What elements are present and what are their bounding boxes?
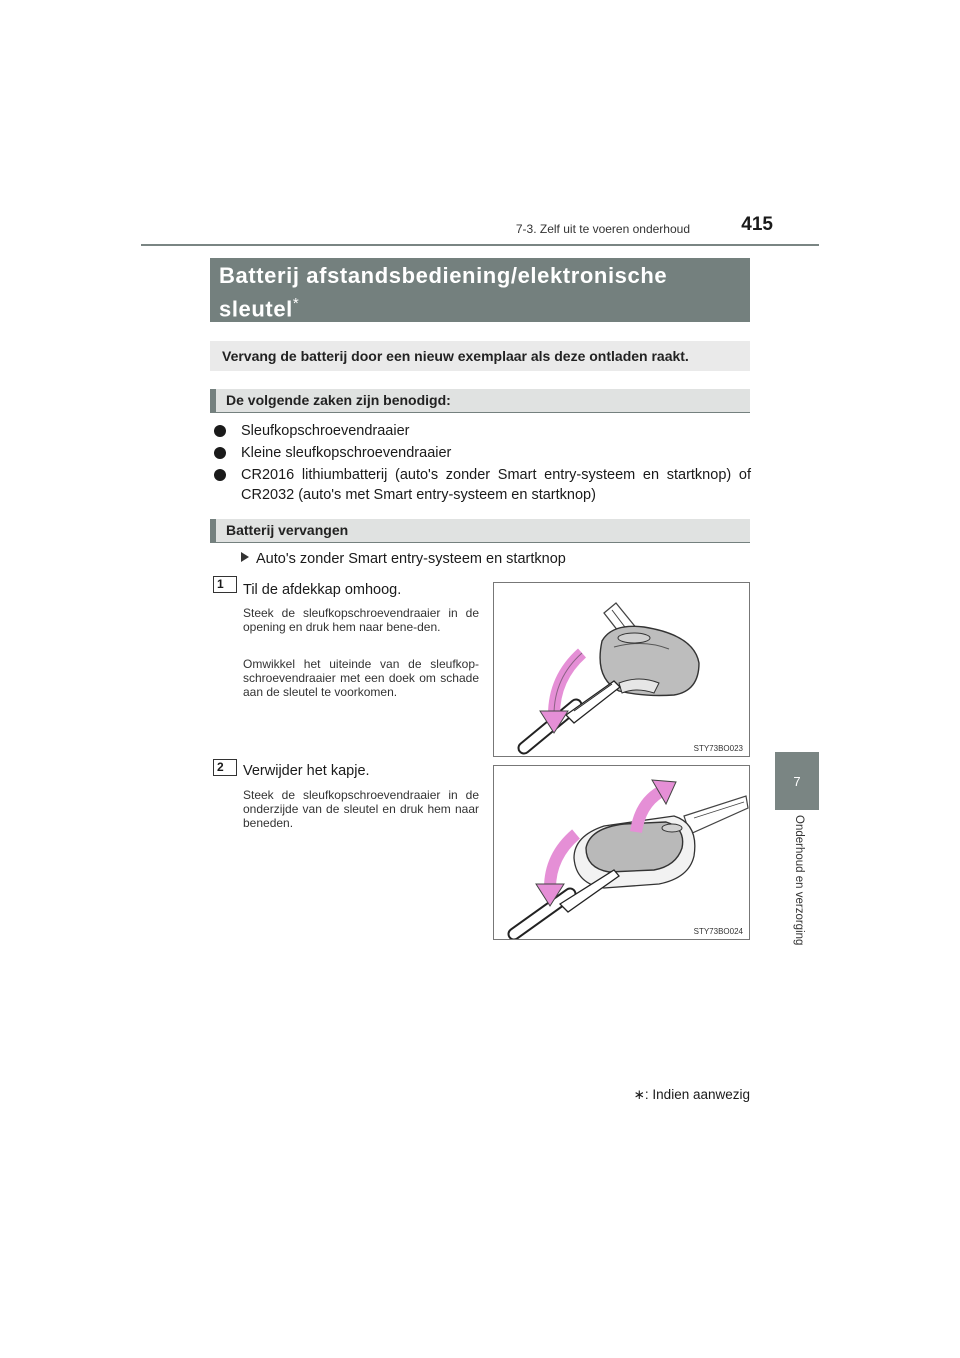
chapter-tab[interactable]: [775, 752, 819, 810]
figure-remove-cap: [493, 765, 750, 940]
page-number: 415: [741, 214, 773, 235]
step-title: Til de afdekkap omhoog.: [243, 582, 402, 598]
bullet-icon: [214, 447, 226, 459]
step-note: Steek de sleufkopschroevendraaier in de opening en druk hem naar bene-den.: [243, 606, 479, 634]
key-cover-illustration: [494, 583, 749, 756]
key-cap-illustration: [494, 766, 749, 939]
step-note: Omwikkel het uiteinde van de sleufkop-schroevendraaier met een doek om schade aan de sleutel te voorkomen.: [243, 657, 479, 699]
condition-line: Auto's zonder Smart entry-systeem en startknop: [241, 551, 566, 567]
header-rule: [141, 244, 819, 246]
step-number: 2: [213, 759, 237, 776]
figure-open-cover: [493, 582, 750, 757]
figure-code: STY73BO023: [693, 744, 743, 753]
title-marker: *: [292, 295, 300, 312]
bullet-icon: [214, 425, 226, 437]
figure-code: STY73BO024: [693, 927, 743, 936]
intro-text: Vervang de batterij door een nieuw exemplaar als deze ontladen raakt.: [210, 341, 750, 371]
step-title: Verwijder het kapje.: [243, 763, 370, 779]
chapter-number: 7: [793, 773, 801, 789]
chapter-title: Onderhoud en verzorging: [793, 815, 805, 946]
bullet-icon: [214, 469, 226, 481]
header-section-title: 7-3. Zelf uit te voeren onderhoud: [515, 222, 690, 236]
page-title: [210, 258, 750, 322]
triangle-right-icon: [241, 552, 249, 562]
page-title-text: Batterij afstandsbediening/elektronische sleutel: [219, 263, 668, 322]
replace-heading: Batterij vervangen: [210, 519, 750, 543]
step-note: Steek de sleufkopschroevendraaier in de onderzijde van de sleutel en druk hem naar beneden.: [243, 788, 479, 830]
required-heading: De volgende zaken zijn benodigd:: [210, 389, 750, 413]
footnote: ∗: Indien aanwezig: [633, 1087, 750, 1102]
step-number: 1: [213, 576, 237, 593]
chapter-title-vertical: [771, 815, 823, 975]
